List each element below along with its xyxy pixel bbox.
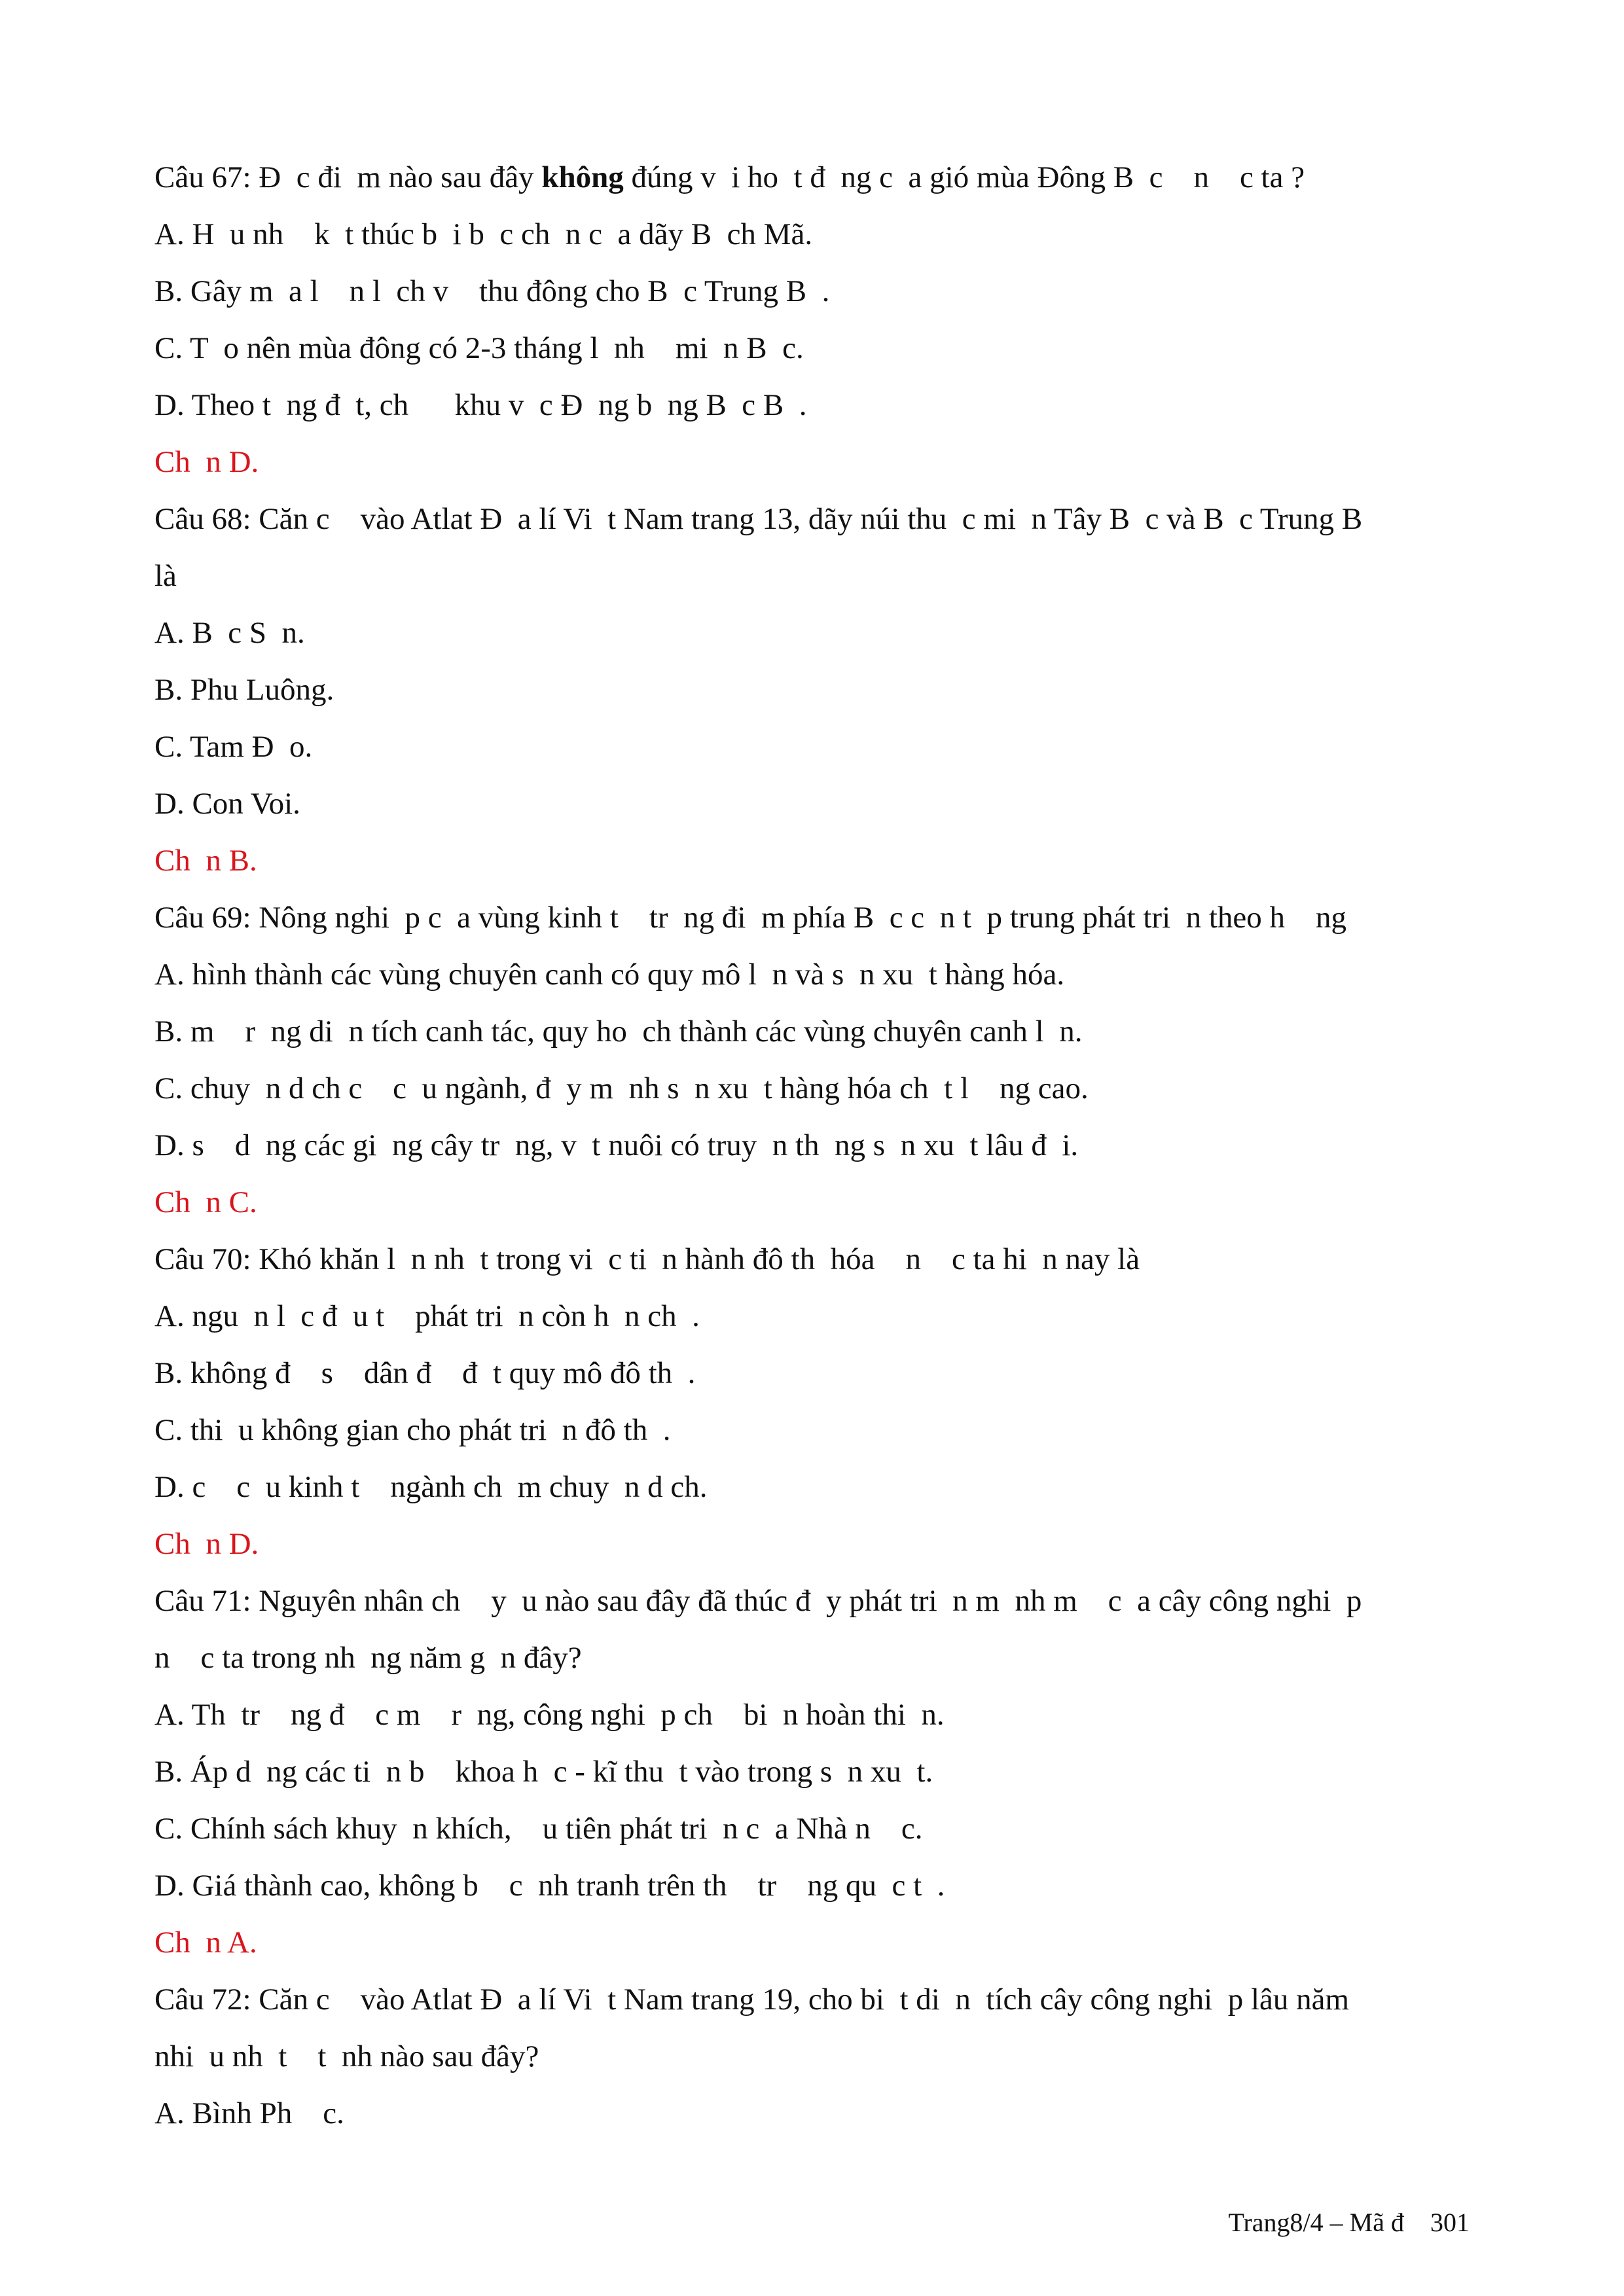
question-70-option-c: C. thi u không gian cho phát tri n đô th . [154, 1413, 671, 1447]
question-67-option-d: D. Theo t ng đ t, ch khu v c Đ ng b ng B c B . [154, 388, 807, 422]
question-68-prompt-continued: là [154, 559, 177, 593]
question-71-option-c: C. Chính sách khuy n khích, u tiên phát tri n c a Nhà n c. [154, 1812, 923, 1846]
question-67-option-c: C. T o nên mùa đông có 2-3 tháng l nh mi n B c. [154, 331, 804, 365]
question-71-option-d: D. Giá thành cao, không b c nh tranh trên th tr ng qu c t . [154, 1869, 945, 1903]
question-70-option-a: A. ngu n l c đ u t phát tri n còn h n ch . [154, 1299, 700, 1333]
question-67-option-a: A. H u nh k t thúc b i b c ch n c a dãy B ch Mã. [154, 217, 813, 251]
question-68-answer: Ch n B. [154, 844, 257, 878]
question-70-answer: Ch n D. [154, 1527, 259, 1561]
question-71-prompt: Câu 71: Nguyên nhân ch y u nào sau đây đã thúc đ y phát tri n m nh m c a cây công nghi p [154, 1584, 1362, 1618]
question-71-answer: Ch n A. [154, 1926, 257, 1960]
question-69-option-c: C. chuy n d ch c c u ngành, đ y m nh s n xu t hàng hóa ch t l ng cao. [154, 1071, 1089, 1105]
question-71-prompt-continued: n c ta trong nh ng năm g n đây? [154, 1641, 582, 1675]
emphasis-not: không [541, 160, 624, 194]
question-67-answer: Ch n D. [154, 445, 259, 479]
question-69-option-b: B. m r ng di n tích canh tác, quy ho ch thành các vùng chuyên canh l n. [154, 1014, 1083, 1049]
page-footer: Trang8/4 – Mã đ 301 [1228, 2208, 1470, 2237]
question-70-option-d: D. c c u kinh t ngành ch m chuy n d ch. [154, 1470, 708, 1504]
question-72-prompt-continued: nhi u nh t t nh nào sau đây? [154, 2039, 539, 2073]
question-72-option-a: A. Bình Ph c. [154, 2096, 344, 2130]
question-69-prompt: Câu 69: Nông nghi p c a vùng kinh t tr ng đi m phía B c c n t p trung phát tri n theo h ng [154, 901, 1347, 935]
question-68-prompt: Câu 68: Căn c vào Atlat Đ a lí Vi t Nam trang 13, dãy núi thu c mi n Tây B c và B c Trung B [154, 502, 1363, 536]
question-70-option-b: B. không đ s dân đ đ t quy mô đô th . [154, 1356, 696, 1390]
question-68-option-d: D. Con Voi. [154, 787, 300, 821]
question-71-option-a: A. Th tr ng đ c m r ng, công nghi p ch bi n hoàn thi n. [154, 1698, 945, 1732]
question-71-option-b: B. Áp d ng các ti n b khoa h c - kĩ thu t vào trong s n xu t. [154, 1755, 933, 1789]
question-69-option-d: D. s d ng các gi ng cây tr ng, v t nuôi có truy n th ng s n xu t lâu đ i. [154, 1128, 1079, 1162]
question-68-option-c: C. Tam Đ o. [154, 730, 313, 764]
question-70-prompt: Câu 70: Khó khăn l n nh t trong vi c ti n hành đô th hóa n c ta hi n nay là [154, 1242, 1140, 1276]
question-67-prompt: Câu 67: Đ c đi m nào sau đây không đúng v i ho t đ ng c a gió mùa Đông B c n c ta ? [154, 160, 1305, 194]
question-68-option-a: A. B c S n. [154, 616, 305, 650]
question-72-prompt: Câu 72: Căn c vào Atlat Đ a lí Vi t Nam trang 19, cho bi t di n tích cây công nghi p lâu năm [154, 1982, 1350, 2017]
question-68-option-b: B. Phu Luông. [154, 673, 334, 707]
question-69-answer: Ch n C. [154, 1185, 257, 1219]
document-page [154, 149, 1483, 2142]
question-69-option-a: A. hình thành các vùng chuyên canh có quy mô l n và s n xu t hàng hóa. [154, 958, 1065, 992]
question-67-option-b: B. Gây m a l n l ch v thu đông cho B c Trung B . [154, 274, 830, 308]
